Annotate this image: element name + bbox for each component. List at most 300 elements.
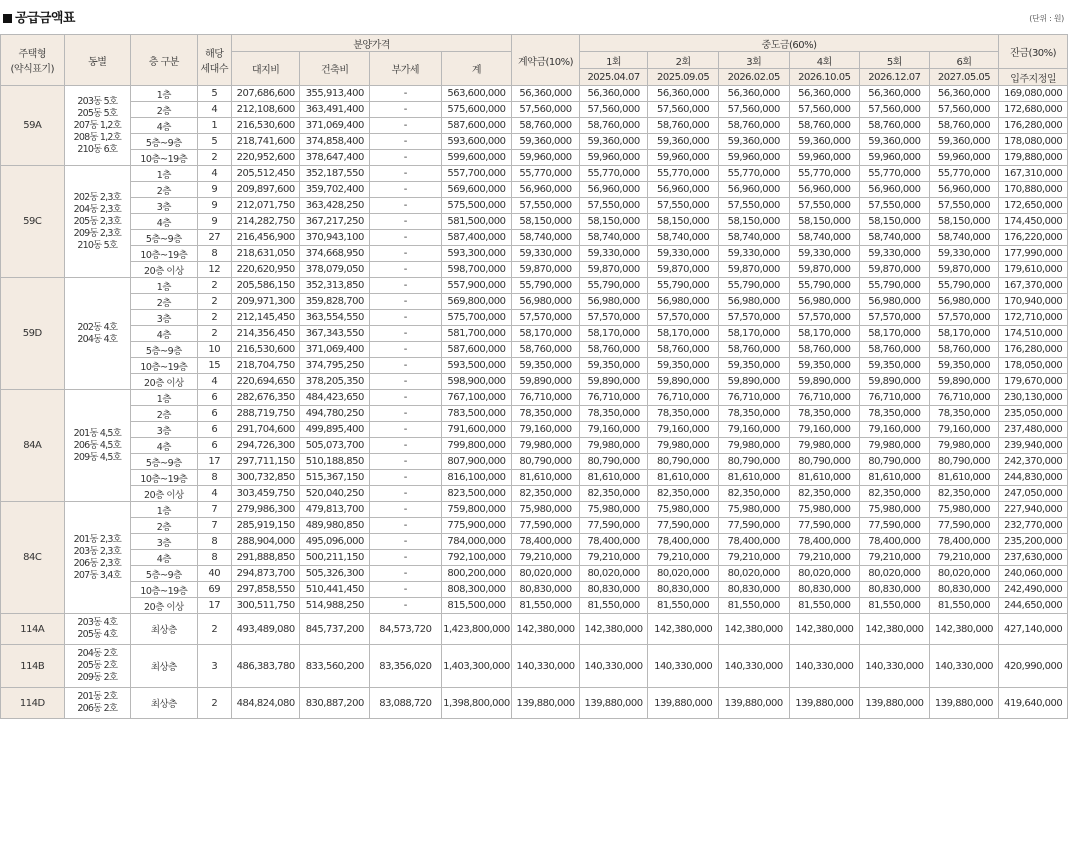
header-installment: 5회	[860, 52, 930, 69]
floor-cell: 4층	[131, 118, 198, 134]
table-row	[1, 438, 1068, 454]
table-row	[1, 358, 1068, 374]
land-cell: 214,282,750	[231, 214, 300, 230]
deposit-cell: 140,330,000	[512, 645, 580, 688]
total-cell: 581,500,000	[441, 214, 512, 230]
installment-cell: 56,960,000	[789, 182, 860, 198]
installment-cell: 57,560,000	[718, 102, 789, 118]
balance-cell: 235,200,000	[999, 534, 1068, 550]
table-row	[1, 518, 1068, 534]
deposit-cell: 59,960,000	[512, 150, 580, 166]
installment-cell: 75,980,000	[648, 502, 719, 518]
installment-cell: 59,890,000	[718, 374, 789, 390]
balance-cell: 420,990,000	[999, 645, 1068, 688]
installment-cell: 59,890,000	[648, 374, 719, 390]
total-cell: 1,398,800,000	[441, 688, 512, 719]
total-cell: 569,800,000	[441, 294, 512, 310]
building-cell: 355,913,400	[300, 86, 370, 102]
installment-cell: 81,610,000	[789, 470, 860, 486]
installment-cell: 59,870,000	[648, 262, 719, 278]
total-cell: 807,900,000	[441, 454, 512, 470]
balance-cell: 174,510,000	[999, 326, 1068, 342]
building-cell: 484,423,650	[300, 390, 370, 406]
land-cell: 216,530,600	[231, 118, 300, 134]
installment-cell: 79,160,000	[648, 422, 719, 438]
building-cell: 833,560,200	[300, 645, 370, 688]
installment-cell: 58,740,000	[648, 230, 719, 246]
installment-cell: 59,890,000	[929, 374, 999, 390]
vat-cell: -	[370, 182, 442, 198]
deposit-cell: 56,960,000	[512, 182, 580, 198]
balance-cell: 244,650,000	[999, 598, 1068, 614]
installment-cell: 78,400,000	[789, 534, 860, 550]
installment-cell: 56,960,000	[929, 182, 999, 198]
land-cell: 212,071,750	[231, 198, 300, 214]
installment-cell: 57,550,000	[929, 198, 999, 214]
installment-cell: 140,330,000	[789, 645, 860, 688]
deposit-cell: 58,170,000	[512, 326, 580, 342]
table-row	[1, 198, 1068, 214]
vat-cell: -	[370, 198, 442, 214]
installment-cell: 59,870,000	[860, 262, 930, 278]
square-bullet-icon	[3, 14, 12, 23]
land-cell: 291,888,850	[231, 550, 300, 566]
installment-cell: 139,880,000	[789, 688, 860, 719]
deposit-cell: 79,210,000	[512, 550, 580, 566]
type-cell: 59A	[1, 86, 65, 166]
floor-cell: 1층	[131, 166, 198, 182]
installment-cell: 140,330,000	[648, 645, 719, 688]
installment-cell: 142,380,000	[648, 614, 719, 645]
header-installment: 1회	[579, 52, 648, 69]
installment-cell: 80,020,000	[579, 566, 648, 582]
deposit-cell: 59,360,000	[512, 134, 580, 150]
building-cell: 845,737,200	[300, 614, 370, 645]
installment-cell: 56,960,000	[579, 182, 648, 198]
land-cell: 205,512,450	[231, 166, 300, 182]
building-cell: 374,668,950	[300, 246, 370, 262]
vat-cell: 83,356,020	[370, 645, 442, 688]
building-cell: 514,988,250	[300, 598, 370, 614]
installment-cell: 58,150,000	[718, 214, 789, 230]
building-cell: 378,647,400	[300, 150, 370, 166]
units-cell: 9	[197, 214, 231, 230]
unit-note: (단위 : 원)	[1029, 14, 1064, 23]
installment-cell: 77,590,000	[860, 518, 930, 534]
table-row	[1, 614, 1068, 645]
installment-cell: 58,150,000	[860, 214, 930, 230]
installment-cell: 79,980,000	[648, 438, 719, 454]
installment-cell: 59,330,000	[929, 246, 999, 262]
table-row	[1, 246, 1068, 262]
land-cell: 294,873,700	[231, 566, 300, 582]
total-cell: 563,600,000	[441, 86, 512, 102]
installment-cell: 80,830,000	[579, 582, 648, 598]
installment-cell: 81,610,000	[648, 470, 719, 486]
table-row	[1, 214, 1068, 230]
building-cell: 489,980,850	[300, 518, 370, 534]
vat-cell: -	[370, 518, 442, 534]
land-cell: 486,383,780	[231, 645, 300, 688]
total-cell: 575,600,000	[441, 102, 512, 118]
units-cell: 8	[197, 246, 231, 262]
installment-cell: 79,160,000	[718, 422, 789, 438]
building-cell: 520,040,250	[300, 486, 370, 502]
table-row	[1, 86, 1068, 102]
vat-cell: -	[370, 118, 442, 134]
installment-cell: 58,740,000	[579, 230, 648, 246]
installment-cell: 59,870,000	[929, 262, 999, 278]
vat-cell: -	[370, 470, 442, 486]
total-cell: 799,800,000	[441, 438, 512, 454]
installment-cell: 81,550,000	[718, 598, 789, 614]
installment-cell: 58,150,000	[929, 214, 999, 230]
installment-cell: 59,870,000	[789, 262, 860, 278]
installment-cell: 57,550,000	[860, 198, 930, 214]
installment-cell: 58,170,000	[579, 326, 648, 342]
units-cell: 40	[197, 566, 231, 582]
vat-cell: -	[370, 566, 442, 582]
floor-cell: 2층	[131, 102, 198, 118]
total-cell: 791,600,000	[441, 422, 512, 438]
units-cell: 8	[197, 534, 231, 550]
installment-cell: 80,020,000	[718, 566, 789, 582]
units-cell: 5	[197, 86, 231, 102]
land-cell: 209,897,600	[231, 182, 300, 198]
table-row	[1, 278, 1068, 294]
installment-cell: 77,590,000	[789, 518, 860, 534]
installment-cell: 59,350,000	[579, 358, 648, 374]
total-cell: 557,900,000	[441, 278, 512, 294]
floor-cell: 5층~9층	[131, 134, 198, 150]
table-row	[1, 326, 1068, 342]
installment-cell: 58,740,000	[860, 230, 930, 246]
vat-cell: 84,573,720	[370, 614, 442, 645]
total-cell: 598,900,000	[441, 374, 512, 390]
installment-cell: 79,160,000	[929, 422, 999, 438]
installment-cell: 82,350,000	[579, 486, 648, 502]
title-text: 공급금액표	[15, 11, 75, 26]
land-cell: 279,986,300	[231, 502, 300, 518]
installment-cell: 81,610,000	[579, 470, 648, 486]
deposit-cell: 57,570,000	[512, 310, 580, 326]
type-cell: 84C	[1, 502, 65, 614]
table-row	[1, 182, 1068, 198]
land-cell: 218,741,600	[231, 134, 300, 150]
installment-cell: 58,760,000	[648, 342, 719, 358]
deposit-cell: 81,550,000	[512, 598, 580, 614]
deposit-cell: 78,350,000	[512, 406, 580, 422]
balance-cell: 172,650,000	[999, 198, 1068, 214]
building-cell: 367,217,250	[300, 214, 370, 230]
installment-cell: 55,790,000	[579, 278, 648, 294]
deposit-cell: 76,710,000	[512, 390, 580, 406]
total-cell: 587,600,000	[441, 118, 512, 134]
total-cell: 800,200,000	[441, 566, 512, 582]
installment-cell: 81,550,000	[929, 598, 999, 614]
installment-cell: 75,980,000	[718, 502, 789, 518]
installment-cell: 57,560,000	[648, 102, 719, 118]
table-row	[1, 166, 1068, 182]
installment-cell: 58,760,000	[789, 342, 860, 358]
installment-cell: 59,350,000	[648, 358, 719, 374]
table-row	[1, 550, 1068, 566]
installment-cell: 55,790,000	[789, 278, 860, 294]
installment-cell: 142,380,000	[579, 614, 648, 645]
installment-cell: 59,330,000	[579, 246, 648, 262]
vat-cell: -	[370, 102, 442, 118]
installment-cell: 59,330,000	[648, 246, 719, 262]
vat-cell: -	[370, 406, 442, 422]
dong-cell: 201동 2,3호 203동 2,3호 206동 2,3호 207동 3,4호	[64, 502, 131, 614]
vat-cell: -	[370, 86, 442, 102]
installment-cell: 76,710,000	[648, 390, 719, 406]
installment-cell: 79,980,000	[860, 438, 930, 454]
total-cell: 587,600,000	[441, 342, 512, 358]
deposit-cell: 59,870,000	[512, 262, 580, 278]
installment-cell: 79,210,000	[648, 550, 719, 566]
dong-cell: 201동 4,5호 206동 4,5호 209동 4,5호	[64, 390, 131, 502]
total-cell: 784,000,000	[441, 534, 512, 550]
deposit-cell: 75,980,000	[512, 502, 580, 518]
installment-cell: 80,790,000	[789, 454, 860, 470]
deposit-cell: 78,400,000	[512, 534, 580, 550]
building-cell: 510,441,450	[300, 582, 370, 598]
installment-cell: 79,210,000	[718, 550, 789, 566]
vat-cell: -	[370, 230, 442, 246]
installment-cell: 56,980,000	[648, 294, 719, 310]
installment-cell: 58,150,000	[789, 214, 860, 230]
installment-cell: 58,150,000	[648, 214, 719, 230]
installment-cell: 80,020,000	[789, 566, 860, 582]
installment-cell: 79,160,000	[579, 422, 648, 438]
total-cell: 599,600,000	[441, 150, 512, 166]
installment-cell: 55,790,000	[929, 278, 999, 294]
balance-cell: 170,880,000	[999, 182, 1068, 198]
installment-cell: 81,610,000	[860, 470, 930, 486]
installment-cell: 59,960,000	[718, 150, 789, 166]
installment-cell: 78,400,000	[718, 534, 789, 550]
table-row	[1, 598, 1068, 614]
floor-cell: 4층	[131, 326, 198, 342]
table-row	[1, 390, 1068, 406]
installment-cell: 79,210,000	[579, 550, 648, 566]
table-row	[1, 102, 1068, 118]
installment-cell: 55,770,000	[718, 166, 789, 182]
installment-cell: 56,960,000	[648, 182, 719, 198]
installment-cell: 76,710,000	[579, 390, 648, 406]
balance-cell: 242,370,000	[999, 454, 1068, 470]
balance-cell: 232,770,000	[999, 518, 1068, 534]
installment-cell: 57,560,000	[860, 102, 930, 118]
land-cell: 288,904,000	[231, 534, 300, 550]
type-cell: 114A	[1, 614, 65, 645]
total-cell: 1,423,800,000	[441, 614, 512, 645]
installment-cell: 58,760,000	[789, 118, 860, 134]
installment-cell: 55,790,000	[648, 278, 719, 294]
balance-cell: 169,080,000	[999, 86, 1068, 102]
installment-cell: 139,880,000	[648, 688, 719, 719]
vat-cell: -	[370, 550, 442, 566]
installment-cell: 59,330,000	[789, 246, 860, 262]
land-cell: 207,686,600	[231, 86, 300, 102]
units-cell: 4	[197, 486, 231, 502]
balance-cell: 178,080,000	[999, 134, 1068, 150]
balance-cell: 235,050,000	[999, 406, 1068, 422]
installment-cell: 59,960,000	[579, 150, 648, 166]
installment-cell: 57,570,000	[579, 310, 648, 326]
installment-cell: 59,360,000	[648, 134, 719, 150]
floor-cell: 최상층	[131, 645, 198, 688]
deposit-cell: 77,590,000	[512, 518, 580, 534]
installment-cell: 78,350,000	[860, 406, 930, 422]
total-cell: 1,403,300,000	[441, 645, 512, 688]
installment-cell: 59,890,000	[789, 374, 860, 390]
deposit-cell: 142,380,000	[512, 614, 580, 645]
installment-cell: 139,880,000	[929, 688, 999, 719]
floor-cell: 4층	[131, 550, 198, 566]
installment-cell: 57,570,000	[860, 310, 930, 326]
vat-cell: -	[370, 502, 442, 518]
dong-cell: 202동 2,3호 204동 2,3호 205동 2,3호 209동 2,3호 210동 5호	[64, 166, 131, 278]
balance-cell: 177,990,000	[999, 246, 1068, 262]
installment-cell: 56,360,000	[718, 86, 789, 102]
installment-cell: 79,980,000	[789, 438, 860, 454]
price-table	[0, 34, 1068, 719]
installment-cell: 58,760,000	[929, 118, 999, 134]
table-row	[1, 582, 1068, 598]
units-cell: 69	[197, 582, 231, 598]
dong-cell: 203동 5호 205동 5호 207동 1,2호 208동 1,2호 210동 6호	[64, 86, 131, 166]
floor-cell: 3층	[131, 534, 198, 550]
installment-cell: 56,360,000	[579, 86, 648, 102]
building-cell: 371,069,400	[300, 342, 370, 358]
table-header	[1, 35, 1068, 86]
installment-cell: 59,890,000	[579, 374, 648, 390]
installment-cell: 58,740,000	[789, 230, 860, 246]
installment-cell: 80,830,000	[860, 582, 930, 598]
building-cell: 515,367,150	[300, 470, 370, 486]
floor-cell: 4층	[131, 438, 198, 454]
balance-cell: 230,130,000	[999, 390, 1068, 406]
installment-cell: 82,350,000	[860, 486, 930, 502]
building-cell: 374,795,250	[300, 358, 370, 374]
balance-cell: 167,310,000	[999, 166, 1068, 182]
installment-cell: 78,400,000	[648, 534, 719, 550]
installment-cell: 57,570,000	[929, 310, 999, 326]
installment-cell: 56,980,000	[929, 294, 999, 310]
header-installment-date: 2026.02.05	[718, 69, 789, 86]
installment-cell: 142,380,000	[929, 614, 999, 645]
installment-cell: 80,830,000	[789, 582, 860, 598]
total-cell: 598,700,000	[441, 262, 512, 278]
building-cell: 505,326,300	[300, 566, 370, 582]
installment-cell: 80,020,000	[860, 566, 930, 582]
deposit-cell: 55,770,000	[512, 166, 580, 182]
header-total: 계	[441, 52, 512, 86]
installment-cell: 57,550,000	[579, 198, 648, 214]
installment-cell: 78,350,000	[718, 406, 789, 422]
dong-cell: 204동 2호 205동 2호 209동 2호	[64, 645, 131, 688]
header-units: 해당 세대수	[197, 35, 231, 86]
floor-cell: 5층~9층	[131, 342, 198, 358]
installment-cell: 58,170,000	[789, 326, 860, 342]
floor-cell: 2층	[131, 406, 198, 422]
floor-cell: 최상층	[131, 688, 198, 719]
total-cell: 557,700,000	[441, 166, 512, 182]
installment-cell: 140,330,000	[860, 645, 930, 688]
vat-cell: -	[370, 166, 442, 182]
installment-cell: 57,570,000	[789, 310, 860, 326]
installment-cell: 59,360,000	[579, 134, 648, 150]
total-cell: 569,600,000	[441, 182, 512, 198]
installment-cell: 56,360,000	[648, 86, 719, 102]
table-row	[1, 118, 1068, 134]
installment-cell: 58,760,000	[860, 342, 930, 358]
installment-cell: 79,210,000	[860, 550, 930, 566]
installment-cell: 81,550,000	[789, 598, 860, 614]
floor-cell: 5층~9층	[131, 566, 198, 582]
land-cell: 493,489,080	[231, 614, 300, 645]
installment-cell: 81,550,000	[648, 598, 719, 614]
dong-cell: 203동 4호 205동 4호	[64, 614, 131, 645]
floor-cell: 3층	[131, 310, 198, 326]
balance-cell: 172,680,000	[999, 102, 1068, 118]
vat-cell: -	[370, 438, 442, 454]
header-installment-date: 2026.10.05	[789, 69, 860, 86]
installment-cell: 80,790,000	[929, 454, 999, 470]
total-cell: 775,900,000	[441, 518, 512, 534]
floor-cell: 20층 이상	[131, 486, 198, 502]
land-cell: 282,676,350	[231, 390, 300, 406]
deposit-cell: 139,880,000	[512, 688, 580, 719]
header-land: 대지비	[231, 52, 300, 86]
installment-cell: 58,150,000	[579, 214, 648, 230]
building-cell: 510,188,850	[300, 454, 370, 470]
deposit-cell: 57,560,000	[512, 102, 580, 118]
installment-cell: 80,830,000	[648, 582, 719, 598]
floor-cell: 2층	[131, 518, 198, 534]
installment-cell: 78,400,000	[579, 534, 648, 550]
vat-cell: -	[370, 262, 442, 278]
installment-cell: 80,830,000	[929, 582, 999, 598]
table-row	[1, 422, 1068, 438]
installment-cell: 55,770,000	[929, 166, 999, 182]
installment-cell: 78,350,000	[579, 406, 648, 422]
dong-cell: 202동 4호 204동 4호	[64, 278, 131, 390]
installment-cell: 139,880,000	[860, 688, 930, 719]
vat-cell: -	[370, 294, 442, 310]
floor-cell: 1층	[131, 86, 198, 102]
installment-cell: 76,710,000	[929, 390, 999, 406]
deposit-cell: 80,830,000	[512, 582, 580, 598]
building-cell: 505,073,700	[300, 438, 370, 454]
installment-cell: 80,020,000	[648, 566, 719, 582]
units-cell: 9	[197, 182, 231, 198]
balance-cell: 237,480,000	[999, 422, 1068, 438]
units-cell: 7	[197, 518, 231, 534]
installment-cell: 59,870,000	[718, 262, 789, 278]
installment-cell: 79,980,000	[579, 438, 648, 454]
installment-cell: 75,980,000	[789, 502, 860, 518]
floor-cell: 10층~19층	[131, 358, 198, 374]
installment-cell: 142,380,000	[789, 614, 860, 645]
header-dong: 동별	[64, 35, 131, 86]
deposit-cell: 59,330,000	[512, 246, 580, 262]
installment-cell: 82,350,000	[718, 486, 789, 502]
installment-cell: 56,980,000	[718, 294, 789, 310]
vat-cell: -	[370, 342, 442, 358]
